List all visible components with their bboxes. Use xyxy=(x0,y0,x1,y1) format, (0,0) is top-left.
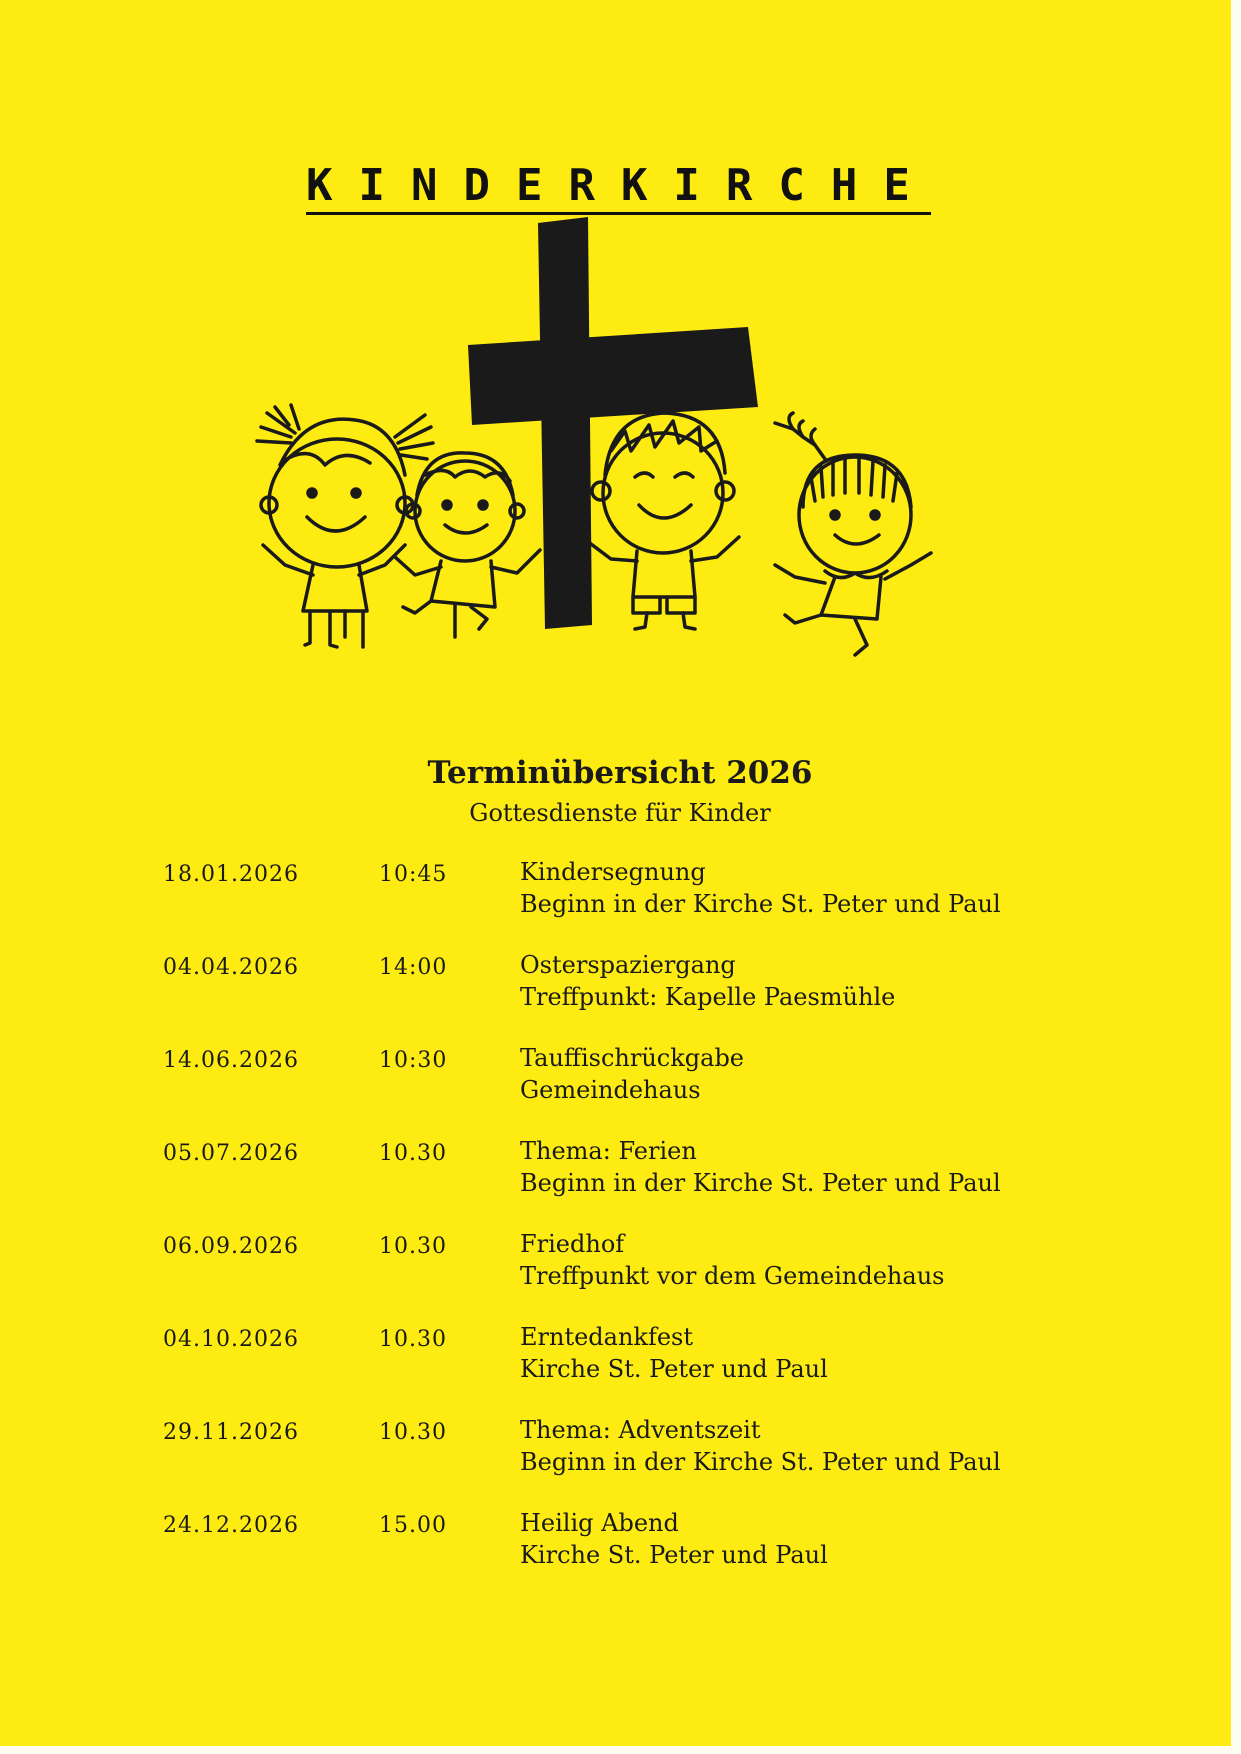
page-title: KINDERKIRCHE xyxy=(306,160,936,211)
event-row xyxy=(163,951,1093,1048)
event-place: Gemeindehaus xyxy=(520,1076,701,1104)
event-date: 29.11.2026 xyxy=(163,1420,299,1445)
schedule-title: Terminübersicht 2026 xyxy=(427,755,813,791)
event-title: Erntedankfest xyxy=(520,1323,694,1351)
child-boy-left-icon xyxy=(395,453,540,637)
event-time: 10:30 xyxy=(379,1048,448,1073)
event-date: 14.06.2026 xyxy=(163,1048,299,1073)
event-place: Beginn in der Kirche St. Peter und Paul xyxy=(520,1169,1001,1197)
event-place: Treffpunkt: Kapelle Paesmühle xyxy=(520,983,896,1011)
event-title: Tauffischrückgabe xyxy=(520,1044,745,1072)
child-boy-right-icon xyxy=(587,413,739,629)
event-title: Thema: Adventszeit xyxy=(520,1416,761,1444)
event-place: Beginn in der Kirche St. Peter und Paul xyxy=(520,890,1001,918)
event-row xyxy=(163,1509,1093,1606)
child-girl-right-icon xyxy=(775,413,931,655)
event-time: 10.30 xyxy=(379,1327,447,1352)
event-row xyxy=(163,1137,1093,1234)
event-date: 06.09.2026 xyxy=(163,1234,299,1259)
cross-vertical xyxy=(538,217,592,629)
schedule-subtitle: Gottesdienste für Kinder xyxy=(469,799,771,827)
event-row xyxy=(163,1323,1093,1420)
event-row xyxy=(163,1044,1093,1141)
event-row xyxy=(163,1230,1093,1327)
event-title: Friedhof xyxy=(520,1230,625,1258)
event-date: 24.12.2026 xyxy=(163,1513,299,1538)
event-time: 15.00 xyxy=(379,1513,447,1538)
scan-edge-bottom xyxy=(0,1746,1241,1754)
event-place: Kirche St. Peter und Paul xyxy=(520,1541,828,1569)
event-time: 10.30 xyxy=(379,1141,447,1166)
event-place: Beginn in der Kirche St. Peter und Paul xyxy=(520,1448,1001,1476)
event-title: Heilig Abend xyxy=(520,1509,679,1537)
event-place: Treffpunkt vor dem Gemeindehaus xyxy=(520,1262,945,1290)
event-list xyxy=(163,858,1093,1606)
event-time: 10.30 xyxy=(379,1420,447,1445)
cross-with-children-icon xyxy=(255,215,995,730)
event-title: Osterspaziergang xyxy=(520,951,736,979)
event-place: Kirche St. Peter und Paul xyxy=(520,1355,828,1383)
event-time: 14:00 xyxy=(379,955,448,980)
event-row xyxy=(163,1416,1093,1513)
event-title: Thema: Ferien xyxy=(520,1137,697,1165)
event-date: 04.10.2026 xyxy=(163,1327,299,1352)
event-time: 10:45 xyxy=(379,862,448,887)
event-title: Kindersegnung xyxy=(520,858,706,886)
event-row xyxy=(163,858,1093,955)
event-date: 04.04.2026 xyxy=(163,955,299,980)
cross-horizontal xyxy=(468,327,758,425)
event-date: 05.07.2026 xyxy=(163,1141,299,1166)
event-time: 10.30 xyxy=(379,1234,447,1259)
event-date: 18.01.2026 xyxy=(163,862,299,887)
scan-edge-right xyxy=(1231,0,1241,1754)
